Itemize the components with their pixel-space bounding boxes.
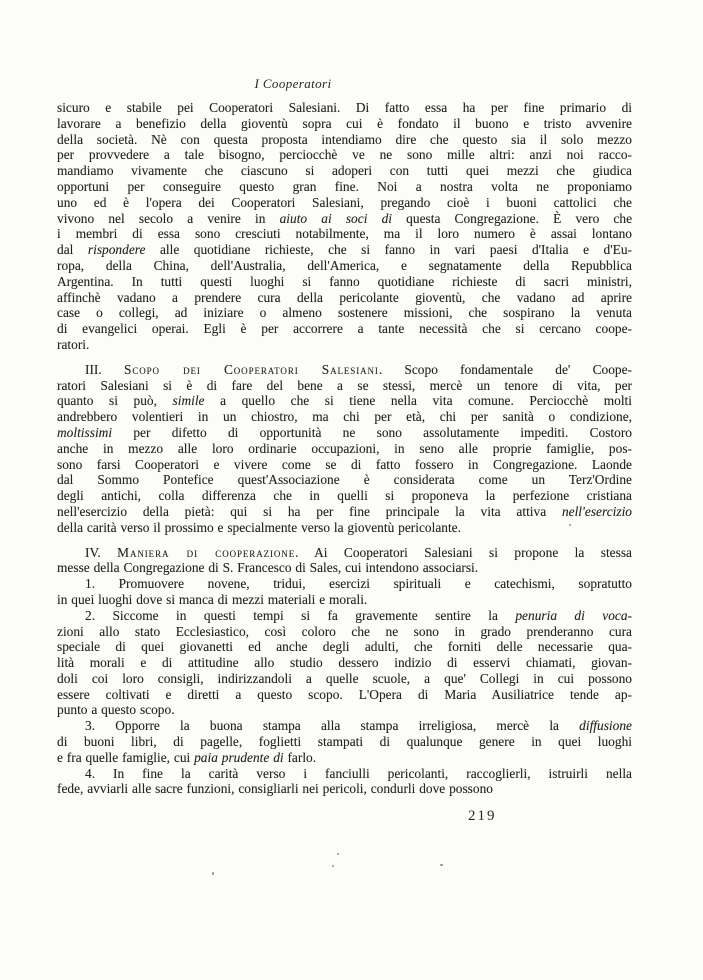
text-line: sono farsi Cooperatori e vivere come se di fatto fossero in Congregazione. Laonde [57, 456, 632, 472]
continuation-paragraph [57, 100, 632, 353]
scan-speck [569, 524, 571, 526]
running-header: I Cooperatori [254, 76, 332, 91]
text-line: della carità verso il prossimo e specialmente verso la gioventù pericolante. [57, 519, 461, 535]
text-line: affinchè vadano a prendere cura della pericolante gioventù, che vadano ad aprire [57, 289, 632, 305]
item-4 [57, 766, 632, 798]
text-line: sicuro e stabile pei Cooperatori Salesiani. Di fatto essa ha per fine primario di [57, 100, 632, 115]
text-line: ratori. [57, 336, 90, 352]
text-line: III. Scopo dei Cooperatori Salesiani. Scopo fondamentale de' Coope- [85, 361, 632, 377]
text-line: quanto si può, simile a quello che si tiene nella vita comune. Perciocchè molti [57, 393, 632, 409]
text-line: lità morali e di attitudine allo studio dessero indizio di esservi chiamati, giovan- [57, 655, 632, 671]
text-line: anche in mezzo alle loro ordinarie occupazioni, in seno alle proprie famiglie, pos- [57, 440, 632, 456]
section-3 [57, 362, 632, 536]
text-line: zioni allo stato Ecclesiastico, così coloro che ne sono in grado prenderanno cura [57, 623, 632, 639]
item-3 [57, 718, 632, 765]
text-line: della società. Nè con questa proposta intendiamo dire che questo sia il solo mezzo [57, 131, 632, 147]
scan-speck [332, 865, 334, 867]
text-line: i membri di essa sono cresciuti notabilmente, ma il loro numero è assai lontano [57, 226, 632, 242]
text-line: 3. Opporre la buona stampa alla stampa irreligiosa, mercè la diffusione [85, 718, 632, 734]
text-line: punto a questo scopo. [57, 702, 175, 718]
item-2 [57, 608, 632, 719]
text-line: opportuni per conseguire questo gran fine. Noi a nostra volta ne proponiamo [57, 178, 632, 194]
text-line: Argentina. In tutti questi luoghi si fanno quotidiane richieste di sacri ministri, [57, 273, 632, 289]
text-line: di buoni libri, di pagelle, foglietti stampati di qualunque genere in quei luoghi [57, 734, 632, 750]
text-line: 4. In fine la carità verso i fanciulli pericolanti, raccoglierli, istruirli nella [85, 765, 632, 781]
scan-speck [440, 864, 443, 866]
text-line: doli coi loro consigli, indirizzandoli a quelle scuole, a que' Collegi in cui possono [57, 670, 632, 686]
text-line: in quei luoghi dove si manca di mezzi materiali e morali. [57, 591, 368, 607]
text-line: messe della Congregazione di S. Francesco di Sales, cui intendono associarsi. [57, 560, 479, 576]
text-line: IV. Maniera di cooperazione. Ai Cooperatori Salesiani si propone la stessa [85, 544, 632, 560]
text-line: dal Sommo Pontefice quest'Associazione è considerata come un Terz'Ordine [57, 472, 632, 488]
text-line: 2. Siccome in questi tempi si fa gravemente sentire la penuria di voca- [85, 607, 632, 623]
text-line: andrebbero volentieri in un chiostro, ma chi per età, chi per sanità o condizione, [57, 409, 632, 425]
text-line: speciale di quei giovanetti ed anche degli adulti, che forniti delle necessarie qua- [57, 639, 632, 655]
text-line: fede, avviarli alle sacre funzioni, consigliarli nei pericoli, condurli dove possono [57, 781, 493, 797]
text-line: degli antichi, colla differenza che in quelli si proponeva la perfezione cristiana [57, 488, 632, 504]
page-number: 219 [468, 808, 497, 824]
text-line: mandiamo vivamente che ciascuno si adoperi con tutti quei mezzi che giudica [57, 163, 632, 179]
text-line: di evangelici operai. Egli è per accorrere a tante necessità che si cercano coope- [57, 321, 632, 337]
text-line: dal rispondere alle quotidiane richieste, che si fanno in vari paesi d'Italia e d'Eu- [57, 242, 632, 258]
scan-speck [212, 872, 214, 875]
scan-speck [337, 853, 339, 855]
text-line: lavorare a benefizio della gioventù sopra cui è fondato il buono e tristo avvenire [57, 115, 632, 131]
text-line: ratori Salesiani si è di fare del bene a se stessi, mercè un tenore di vita, per [57, 377, 632, 393]
text-line: per provvedere a tale bisogno, perciocchè ve ne sono mille altri: anzi noi racco- [57, 147, 632, 163]
text-line: essere coltivati e diretti a questo scopo. L'Opera di Maria Ausiliatrice tende ap- [57, 686, 632, 702]
item-1 [57, 576, 632, 608]
text-block [57, 100, 632, 797]
text-line: case o collegi, ad iniziare o almeno sostenere missioni, che sospirano la venuta [57, 305, 632, 321]
text-line: uno ed è l'opera dei Cooperatori Salesiani, pregando cioè i buoni cattolici che [57, 194, 632, 210]
text-line: ropa, della China, dell'Australia, dell'America, e segnatamente della Repubblica [57, 257, 632, 273]
text-line: vivono nel secolo a venire in aiuto ai soci di questa Congregazione. È vero che [57, 210, 633, 226]
text-line: e fra quelle famiglie, cui paia prudente di farlo. [57, 749, 317, 765]
text-line: nell'esercizio della pietà: qui si ha per fine principale la vita attiva nell'esercizio [57, 503, 632, 519]
text-line: 1. Promuovere novene, tridui, esercizi spirituali e catechismi, sopratutto [85, 576, 632, 592]
section-4 [57, 545, 632, 577]
text-line: moltissimi per difetto di opportunità ne sono assolutamente impediti. Costoro [57, 424, 632, 440]
